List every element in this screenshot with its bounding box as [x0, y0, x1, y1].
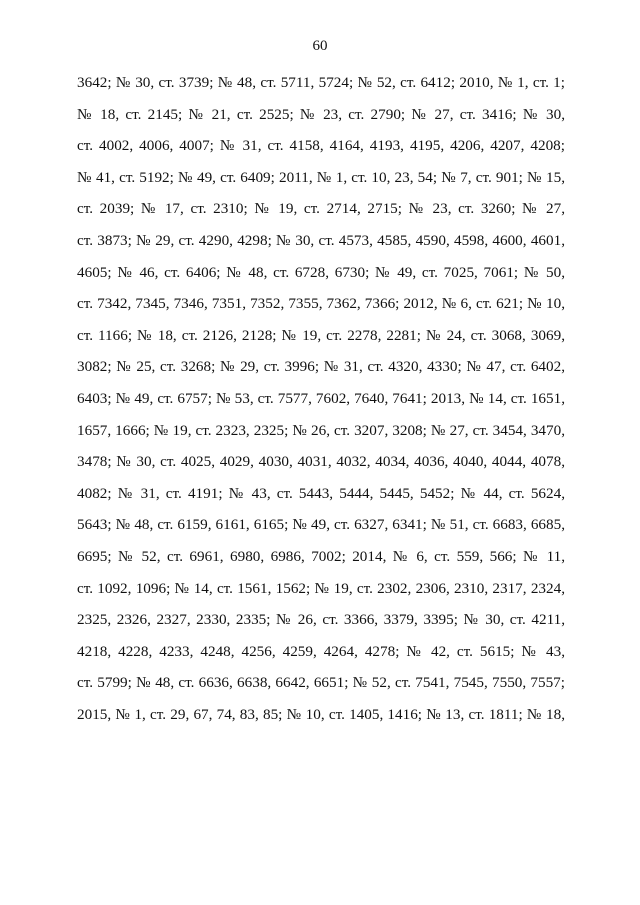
text-line: № 41, ст. 5192; № 49, ст. 6409; 2011, № 1, ст. 10, 23, 54; № 7, ст. 901; № 15,	[77, 168, 565, 186]
page-number: 60	[312, 38, 328, 54]
text-line: ст. 3873; № 29, ст. 4290, 4298; № 30, ст. 4573, 4585, 4590, 4598, 4600, 4601,	[77, 231, 565, 249]
text-line: 4218, 4228, 4233, 4248, 4256, 4259, 4264, 4278; № 42, ст. 5615; № 43,	[77, 642, 565, 660]
text-line: 5643; № 48, ст. 6159, 6161, 6165; № 49, ст. 6327, 6341; № 51, ст. 6683, 6685,	[77, 516, 565, 534]
text-line: 3642; № 30, ст. 3739; № 48, ст. 5711, 5724; № 52, ст. 6412; 2010, № 1, ст. 1;	[77, 74, 565, 91]
text-line: 2325, 2326, 2327, 2330, 2335; № 26, ст. 3366, 3379, 3395; № 30, ст. 4211,	[77, 611, 565, 629]
text-line: ст. 1092, 1096; № 14, ст. 1561, 1562; № 19, ст. 2302, 2306, 2310, 2317, 2324,	[77, 579, 565, 597]
text-line: ст. 4002, 4006, 4007; № 31, ст. 4158, 4164, 4193, 4195, 4206, 4207, 4208;	[77, 137, 565, 155]
text-line: ст. 5799; № 48, ст. 6636, 6638, 6642, 6651; № 52, ст. 7541, 7545, 7550, 7557;	[77, 674, 565, 692]
text-line: 4605; № 46, ст. 6406; № 48, ст. 6728, 6730; № 49, ст. 7025, 7061; № 50,	[77, 263, 565, 281]
text-line: 3082; № 25, ст. 3268; № 29, ст. 3996; № 31, ст. 4320, 4330; № 47, ст. 6402,	[77, 358, 565, 376]
text-line: ст. 7342, 7345, 7346, 7351, 7352, 7355, 7362, 7366; 2012, № 6, ст. 621; № 10,	[77, 295, 565, 313]
text-line: 6403; № 49, ст. 6757; № 53, ст. 7577, 7602, 7640, 7641; 2013, № 14, ст. 1651,	[77, 389, 565, 407]
text-line: 3478; № 30, ст. 4025, 4029, 4030, 4031, 4032, 4034, 4036, 4040, 4044, 4078,	[77, 453, 565, 471]
text-line: ст. 1166; № 18, ст. 2126, 2128; № 19, ст. 2278, 2281; № 24, ст. 3068, 3069,	[77, 326, 565, 344]
text-line: № 18, ст. 2145; № 21, ст. 2525; № 23, ст. 2790; № 27, ст. 3416; № 30,	[77, 105, 565, 123]
text-line: 6695; № 52, ст. 6961, 6980, 6986, 7002; 2014, № 6, ст. 559, 566; № 11,	[77, 547, 565, 565]
text-line: 1657, 1666; № 19, ст. 2323, 2325; № 26, ст. 3207, 3208; № 27, ст. 3454, 3470,	[77, 421, 565, 439]
body-text	[77, 72, 565, 735]
text-line: ст. 2039; № 17, ст. 2310; № 19, ст. 2714, 2715; № 23, ст. 3260; № 27,	[77, 200, 565, 218]
text-line: 4082; № 31, ст. 4191; № 43, ст. 5443, 5444, 5445, 5452; № 44, ст. 5624,	[77, 484, 565, 502]
text-line: 2015, № 1, ст. 29, 67, 74, 83, 85; № 10, ст. 1405, 1416; № 13, ст. 1811; № 18,	[77, 705, 565, 723]
